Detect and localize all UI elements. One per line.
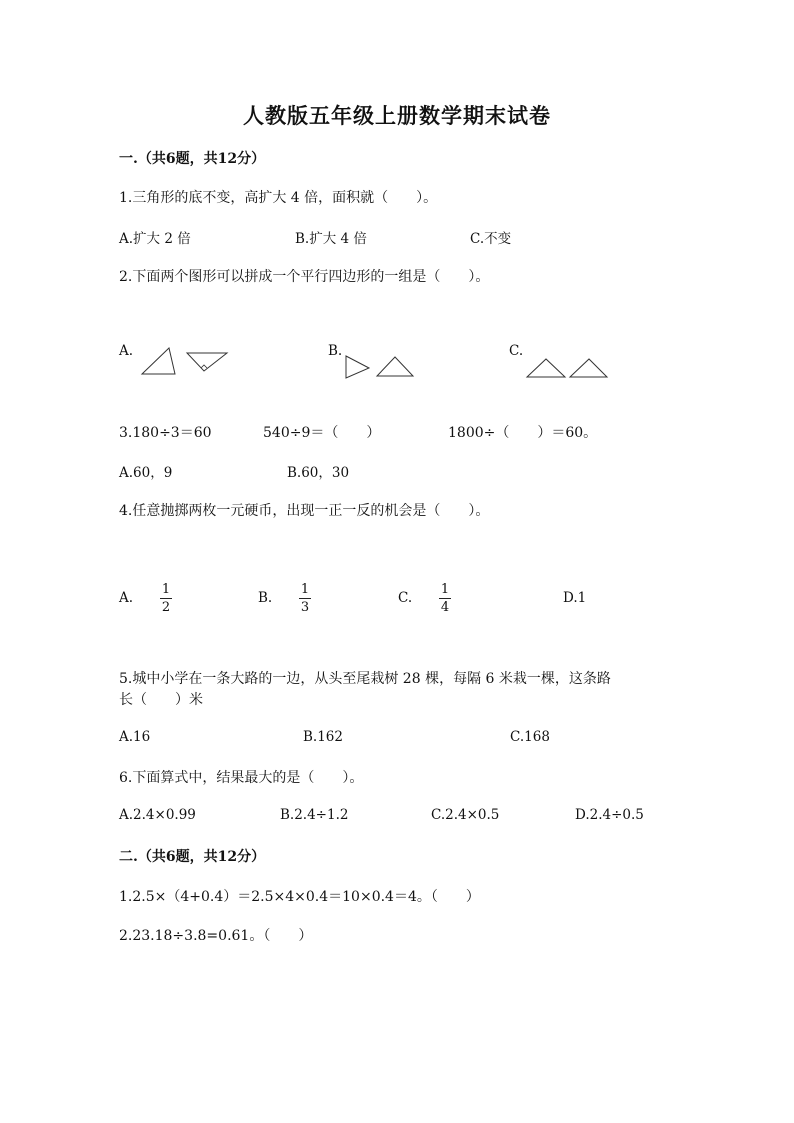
- q1-1-option-c: C.不变: [470, 231, 512, 247]
- q1-5-option-c: C.168: [510, 729, 550, 745]
- q1-3-option-b: B.60，30: [287, 465, 350, 481]
- option-c-triangles-figure: [525, 356, 611, 380]
- question-1-5-line2: 长（ ）米: [119, 692, 203, 708]
- q1-4-option-d: D.1: [563, 590, 587, 606]
- q1-6-option-d: D.2.4÷0.5: [575, 807, 644, 823]
- section-2-heading: 二.（共6题，共12分）: [119, 849, 266, 865]
- q1-4-option-a: A.: [119, 590, 134, 606]
- q1-1-option-b: B.扩大 4 倍: [295, 231, 367, 247]
- section-1-heading: 一.（共6题，共12分）: [119, 151, 266, 167]
- q1-6-option-a: A.2.4×0.99: [119, 807, 196, 823]
- q1-2-option-c: C.: [509, 343, 524, 359]
- q1-2-option-b: B.: [328, 343, 343, 359]
- question-2-2: 2.23.18÷3.8=0.61。（ ）: [119, 928, 313, 944]
- q1-2-option-a: A.: [119, 343, 134, 359]
- question-1-5-line1: 5.城中小学在一条大路的一边，从头至尾栽树 28 棵，每隔 6 米栽一棵，这条路: [119, 671, 611, 687]
- q1-5-option-a: A.16: [119, 729, 151, 745]
- fraction-one-third: 1 3: [300, 582, 310, 615]
- q1-4-option-b: B.: [258, 590, 273, 606]
- question-1-3-part3: 1800÷（ ）＝60。: [448, 425, 598, 441]
- question-1-3-part1: 3.180÷3＝60: [119, 425, 212, 441]
- page-title: 人教版五年级上册数学期末试卷: [243, 103, 551, 128]
- question-1-1: 1.三角形的底不变，高扩大 4 倍，面积就（ ）。: [119, 190, 438, 206]
- question-1-4: 4.任意抛掷两枚一元硬币，出现一正一反的机会是（ ）。: [119, 503, 490, 519]
- q1-5-option-b: B.162: [303, 729, 343, 745]
- q1-6-option-c: C.2.4×0.5: [431, 807, 500, 823]
- q1-3-option-a: A.60，9: [119, 465, 173, 481]
- question-1-2: 2.下面两个图形可以拼成一个平行四边形的一组是（ ）。: [119, 269, 490, 285]
- fraction-one-quarter: 1 4: [440, 582, 450, 615]
- fraction-one-half: 1 2: [161, 582, 171, 615]
- q1-1-option-a: A.扩大 2 倍: [119, 231, 191, 247]
- question-1-3-part2: 540÷9＝（ ）: [263, 425, 381, 441]
- option-a-triangles-figure: [140, 346, 230, 376]
- option-b-triangles-figure: [344, 354, 416, 380]
- q1-4-option-c: C.: [398, 590, 413, 606]
- q1-6-option-b: B.2.4÷1.2: [280, 807, 349, 823]
- question-1-6: 6.下面算式中，结果最大的是（ ）。: [119, 770, 364, 786]
- question-2-1: 1.2.5×（4+0.4）＝2.5×4×0.4＝10×0.4＝4。（ ）: [119, 889, 480, 905]
